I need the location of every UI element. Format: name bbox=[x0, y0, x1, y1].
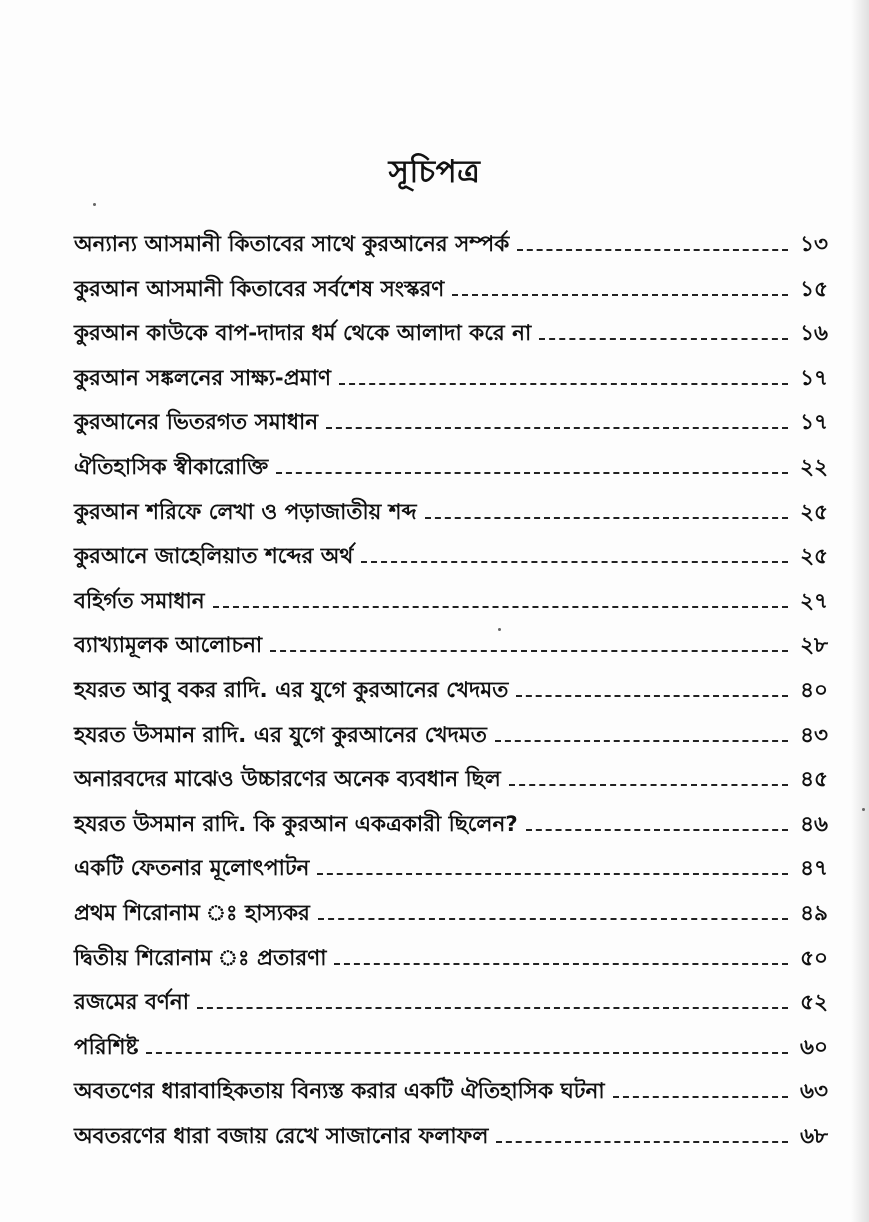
toc-entry bbox=[74, 273, 828, 318]
toc-page-number: ৪৩ bbox=[800, 722, 828, 748]
toc-entry bbox=[74, 228, 828, 273]
dot-leader bbox=[425, 517, 788, 519]
toc-entry bbox=[74, 1120, 828, 1165]
toc-entry-title: কুরআন শরিফে লেখা ও পড়াজাতীয় শব্দ bbox=[74, 499, 417, 525]
toc-entry-title: কুরআন সঙ্কলনের সাক্ষ্য-প্রমাণ bbox=[74, 365, 331, 391]
dot-leader bbox=[317, 873, 788, 875]
toc-page-number: ৬৮ bbox=[800, 1123, 828, 1149]
toc-entry-title: অবতণের ধারাবাহিকতায় বিন্যস্ত করার একটি ঐতিহাসিক ঘটনা bbox=[74, 1079, 605, 1105]
toc-page-number: ৪৭ bbox=[800, 856, 828, 882]
dot-leader bbox=[496, 1141, 788, 1143]
toc-entry bbox=[74, 942, 828, 987]
dot-leader bbox=[276, 472, 788, 474]
table-of-contents bbox=[74, 228, 828, 1164]
toc-entry bbox=[74, 674, 828, 719]
dot-leader bbox=[318, 918, 788, 920]
page-title: সূচিপত্র bbox=[388, 154, 481, 190]
toc-page-number: ৪৫ bbox=[800, 767, 828, 793]
print-speck bbox=[93, 203, 96, 206]
toc-page-number: ২৫ bbox=[800, 499, 828, 525]
toc-entry bbox=[74, 629, 828, 674]
dot-leader bbox=[197, 1007, 788, 1009]
toc-entry-title: অবতরণের ধারা বজায় রেখে সাজানোর ফলাফল bbox=[74, 1123, 489, 1149]
toc-page-number: ৬০ bbox=[800, 1034, 828, 1060]
dot-leader bbox=[326, 427, 788, 429]
dot-leader bbox=[613, 1096, 788, 1098]
toc-page-number: ৪৬ bbox=[800, 811, 828, 837]
toc-page-number: ১৩ bbox=[800, 232, 828, 257]
dot-leader bbox=[270, 650, 788, 652]
dot-leader bbox=[509, 784, 788, 786]
toc-page-number: ৫০ bbox=[800, 945, 828, 971]
toc-entry bbox=[74, 540, 828, 585]
toc-entry-title: দ্বিতীয় শিরোনাম ঃ প্রতারণা bbox=[74, 945, 327, 971]
toc-entry bbox=[74, 1031, 828, 1076]
toc-page-number: ১৬ bbox=[800, 321, 828, 347]
toc-entry bbox=[74, 986, 828, 1031]
toc-page-number: ৬৩ bbox=[800, 1079, 828, 1105]
toc-entry bbox=[74, 585, 828, 630]
toc-entry bbox=[74, 808, 828, 853]
toc-entry bbox=[74, 1075, 828, 1120]
toc-entry-title: প্রথম শিরোনাম ঃ হাস্যকর bbox=[74, 900, 310, 926]
dot-leader bbox=[146, 1052, 788, 1054]
toc-entry bbox=[74, 719, 828, 764]
toc-entry-title: কুরআন আসমানী কিতাবের সর্বশেষ সংস্করণ bbox=[74, 276, 445, 302]
toc-entry-title: ঐতিহাসিক স্বীকারোক্তি bbox=[74, 454, 269, 480]
toc-entry bbox=[74, 496, 828, 541]
toc-page-number: ২২ bbox=[800, 454, 828, 480]
toc-entry-title: পরিশিষ্ট bbox=[74, 1034, 139, 1060]
toc-entry-title: হযরত উসমান রাদি. এর যুগে কুরআনের খেদমত bbox=[74, 722, 487, 748]
toc-page-number: ১৭ bbox=[800, 365, 828, 391]
toc-entry-title: একটি ফেতনার মূলোৎপাটন bbox=[74, 856, 310, 882]
toc-entry-title: কুরআনের ভিতরগত সমাধান bbox=[74, 410, 319, 436]
toc-entry-title: রজমের বর্ণনা bbox=[74, 990, 189, 1016]
dot-leader bbox=[334, 963, 788, 965]
toc-page-number: ২৮ bbox=[800, 633, 828, 659]
toc-entry bbox=[74, 897, 828, 942]
toc-entry bbox=[74, 451, 828, 496]
toc-entry-title: হযরত আবু বকর রাদি. এর যুগে কুরআনের খেদমত bbox=[74, 677, 509, 703]
dot-leader bbox=[517, 249, 788, 251]
toc-page-number: ২৭ bbox=[800, 588, 828, 614]
dot-leader bbox=[452, 294, 788, 296]
toc-entry bbox=[74, 317, 828, 362]
toc-entry bbox=[74, 852, 828, 897]
toc-entry-title: বহির্গত সমাধান bbox=[74, 588, 205, 614]
print-speck bbox=[862, 808, 865, 811]
dot-leader bbox=[495, 740, 788, 742]
toc-page-number: ৫২ bbox=[800, 990, 828, 1016]
toc-entry-title: কুরআনে জাহেলিয়াত শব্দের অর্থ bbox=[74, 544, 354, 570]
toc-page-number: ৪০ bbox=[800, 677, 828, 703]
dot-leader bbox=[361, 561, 788, 563]
toc-entry-title: ব্যাখ্যামূলক আলোচনা bbox=[74, 633, 263, 659]
toc-page-number: ১৭ bbox=[800, 410, 828, 436]
toc-entry-title: হযরত উসমান রাদি. কি কুরআন একত্রকারী ছিলেন? bbox=[74, 811, 518, 837]
toc-entry-title: অন্যান্য আসমানী কিতাবের সাথে কুরআনের সম্পর্ক bbox=[74, 232, 510, 257]
dot-leader bbox=[213, 606, 788, 608]
toc-entry bbox=[74, 763, 828, 808]
toc-entry bbox=[74, 406, 828, 451]
toc-entry-title: অনারবদের মাঝেও উচ্চারণের অনেক ব্যবধান ছিল bbox=[74, 767, 501, 793]
toc-page-number: ২৫ bbox=[800, 544, 828, 570]
toc-entry bbox=[74, 362, 828, 407]
toc-page-number: ৪৯ bbox=[800, 900, 828, 926]
toc-page-number: ১৫ bbox=[800, 276, 828, 302]
dot-leader bbox=[526, 829, 788, 831]
dot-leader bbox=[339, 383, 788, 385]
toc-entry-title: কুরআন কাউকে বাপ-দাদার ধর্ম থেকে আলাদা করে না bbox=[74, 321, 532, 347]
dot-leader bbox=[516, 695, 788, 697]
dot-leader bbox=[539, 338, 788, 340]
